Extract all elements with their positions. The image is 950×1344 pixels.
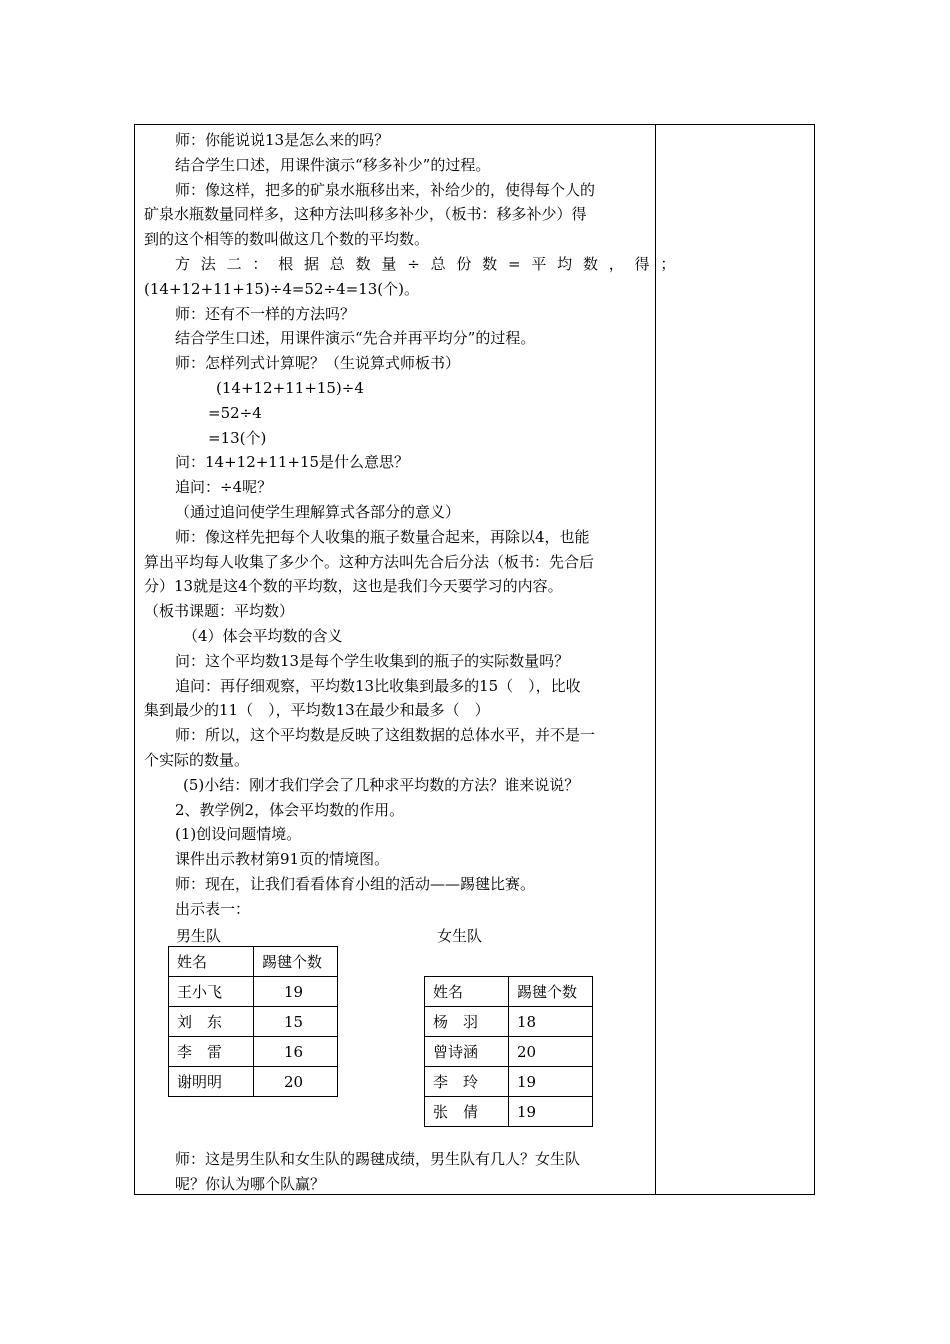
text-line: 师：像这样先把每个人收集的瓶子数量合起来，再除以4，也能: [175, 527, 590, 546]
boys-team-label: 男生队: [176, 927, 222, 945]
text-line: 师：现在，让我们看看体育小组的活动——踢毽比赛。: [175, 874, 536, 893]
text-line: 结合学生口述，用课件演示“移多补少”的过程。: [175, 155, 491, 174]
text-line: (1)创设问题情境。: [175, 825, 302, 844]
lesson-content: [144, 128, 687, 922]
name-cell: 曾诗涵: [425, 1037, 509, 1067]
name-cell: 刘 东: [169, 1007, 254, 1037]
text-line: 到的这个相等的数叫做这几个数的平均数。: [144, 230, 430, 249]
text-line: 师：怎样列式计算呢？（生说算式师板书）: [175, 354, 461, 373]
girls-team-label: 女生队: [437, 927, 483, 945]
name-cell: 谢明明: [169, 1067, 254, 1097]
text-line: 个实际的数量。: [144, 750, 250, 769]
text-line: 师：像这样，把多的矿泉水瓶移出来，补给少的，使得每个人的: [175, 180, 596, 199]
text-line: 集到最少的11（ ），平均数13在最少和最多（ ）: [144, 701, 490, 720]
table-row: [425, 1067, 593, 1097]
section-heading: (5)小结：刚才我们学会了几种求平均数的方法？谁来说说？: [183, 775, 580, 794]
count-cell: 20: [509, 1037, 593, 1067]
name-cell: 李 雷: [169, 1037, 254, 1067]
section-heading: 2、教学例2，体会平均数的作用。: [175, 800, 405, 819]
table-row: [169, 1067, 338, 1097]
girls-score-table: [424, 976, 593, 1127]
text-line: 矿泉水瓶数量同样多，这种方法叫移多补少，（板书：移多补少）得: [144, 205, 587, 224]
name-cell: 王小飞: [169, 977, 254, 1007]
table-header-cell: 踢毽个数: [509, 977, 593, 1007]
text-line: 分）13就是这4个数的平均数，这也是我们今天要学习的内容。: [144, 577, 563, 596]
count-cell: 19: [254, 977, 338, 1007]
table-row: [169, 977, 338, 1007]
table-row: [425, 1097, 593, 1127]
text-line: 出示表一：: [175, 899, 251, 918]
equation-line: =13(个): [208, 428, 267, 447]
count-cell: 16: [254, 1037, 338, 1067]
name-cell: 张 倩: [425, 1097, 509, 1127]
table-row: [169, 1007, 338, 1037]
text-line: 问：这个平均数13是每个学生收集到的瓶子的实际数量吗？: [175, 651, 570, 670]
table-header-cell: 姓名: [425, 977, 509, 1007]
text-line: 问：14+12+11+15是什么意思？: [175, 453, 410, 472]
text-line: 结合学生口述，用课件演示“先合并再平均分”的过程。: [175, 329, 536, 348]
name-cell: 杨 羽: [425, 1007, 509, 1037]
text-line: 算出平均每人收集了多少个。这种方法叫先合后分法（板书：先合后: [144, 552, 595, 571]
text-line: 呢？你认为哪个队赢？: [175, 1174, 326, 1193]
text-line: 师：还有不一样的方法吗？: [175, 304, 356, 323]
section-heading: （4）体会平均数的含义: [183, 626, 343, 645]
count-cell: 19: [509, 1097, 593, 1127]
table-row: [425, 1007, 593, 1037]
text-line: 课件出示教材第91页的情境图。: [175, 850, 390, 869]
table-header-cell: 姓名: [169, 947, 254, 977]
count-cell: 18: [509, 1007, 593, 1037]
boys-score-table: [168, 946, 338, 1097]
table-header-row: [169, 947, 338, 977]
text-line: 师：你能说说13是怎么来的吗？: [175, 131, 390, 149]
text-line: 师：所以，这个平均数是反映了这组数据的总体水平，并不是一: [175, 726, 596, 745]
table-row: [425, 1037, 593, 1067]
count-cell: 20: [254, 1067, 338, 1097]
table-row: [169, 1037, 338, 1067]
text-line: 师：这是男生队和女生队的踢毽成绩，男生队有几人？女生队: [175, 1150, 581, 1168]
column-divider: [655, 124, 656, 1195]
table-header-cell: 踢毽个数: [254, 947, 338, 977]
text-line: 方法二：根据总数量÷总份数=平均数，得；: [175, 254, 687, 273]
count-cell: 15: [254, 1007, 338, 1037]
formula-line: (14+12+11+15)÷4=52÷4=13(个)。: [144, 279, 419, 298]
count-cell: 19: [509, 1067, 593, 1097]
text-line: 追问：÷4呢？: [175, 478, 273, 497]
text-line: （通过追问使学生理解算式各部分的意义）: [175, 502, 461, 521]
text-line: （板书课题：平均数）: [144, 602, 295, 621]
equation-line: =52÷4: [208, 403, 262, 422]
equation-line: (14+12+11+15)÷4: [216, 378, 364, 397]
table-header-row: [425, 977, 593, 1007]
closing-question: [144, 1147, 650, 1197]
name-cell: 李 玲: [425, 1067, 509, 1097]
text-line: 追问：再仔细观察，平均数13比收集到最多的15（ ），比收: [175, 676, 581, 695]
